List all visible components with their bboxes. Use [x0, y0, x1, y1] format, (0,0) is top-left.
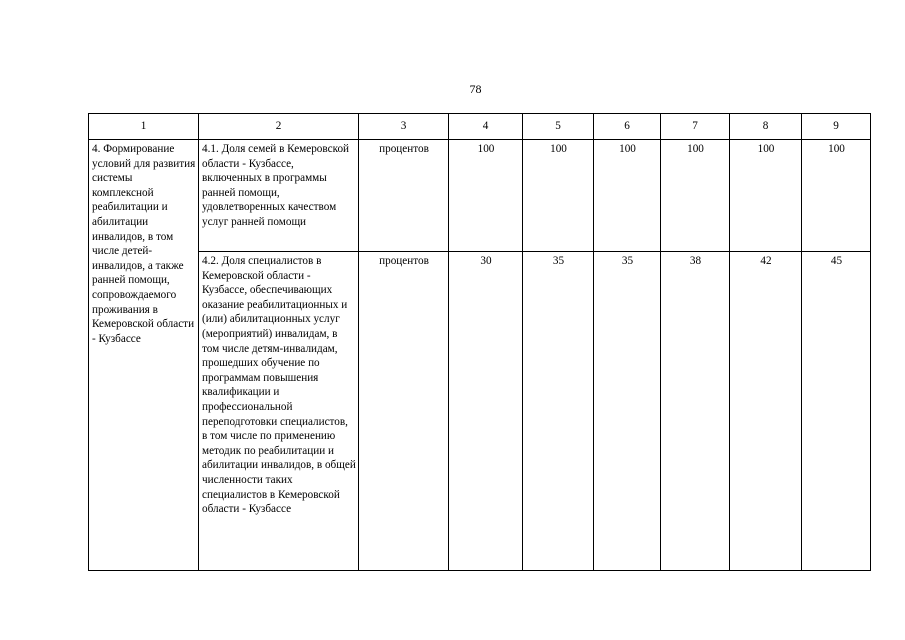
value-cell: 35 — [523, 252, 594, 571]
value-cell: 100 — [523, 140, 594, 252]
header-cell: 9 — [802, 114, 871, 140]
goal-cell: 4. Формирование условий для развития системы комплексной реабилитации и абилитации инвалидов, в том числе детей-инвалидов, а также ранней помощи, сопровождаемого проживания в Кемеровской области - Кузбассе — [89, 140, 199, 571]
value-cell: 35 — [594, 252, 661, 571]
header-cell: 7 — [661, 114, 730, 140]
value-cell: 100 — [802, 140, 871, 252]
header-cell: 4 — [449, 114, 523, 140]
unit-cell: процентов — [359, 252, 449, 571]
table-row — [89, 252, 871, 571]
header-cell: 3 — [359, 114, 449, 140]
value-cell: 100 — [594, 140, 661, 252]
table-row — [89, 140, 871, 252]
table-header-row — [89, 114, 871, 140]
value-cell: 100 — [449, 140, 523, 252]
header-cell: 1 — [89, 114, 199, 140]
header-cell: 8 — [730, 114, 802, 140]
header-cell: 6 — [594, 114, 661, 140]
indicator-cell: 4.2. Доля специалистов в Кемеровской области - Кузбассе, обеспечивающих оказание реабилитационных и (или) абилитационных услуг (мероприятий) инвалидам, в том числе детям-инвалидам, прошедших обучение по программам повышения квалификации и профессиональной переподготовки специалистов, в том числе по применению методик по реабилитации и абилитации инвалидов, в общей численности таких специалистов в Кемеровской области - Кузбассе — [199, 252, 359, 571]
value-cell: 38 — [661, 252, 730, 571]
unit-cell: процентов — [359, 140, 449, 252]
indicator-cell: 4.1. Доля семей в Кемеровской области - Кузбассе, включенных в программы ранней помощи, удовлетворенных качеством услуг ранней помощи — [199, 140, 359, 252]
header-cell: 5 — [523, 114, 594, 140]
page-number: 78 — [469, 82, 482, 96]
value-cell: 30 — [449, 252, 523, 571]
value-cell: 45 — [802, 252, 871, 571]
indicators-table — [88, 113, 871, 571]
value-cell: 100 — [730, 140, 802, 252]
value-cell: 42 — [730, 252, 802, 571]
header-cell: 2 — [199, 114, 359, 140]
value-cell: 100 — [661, 140, 730, 252]
